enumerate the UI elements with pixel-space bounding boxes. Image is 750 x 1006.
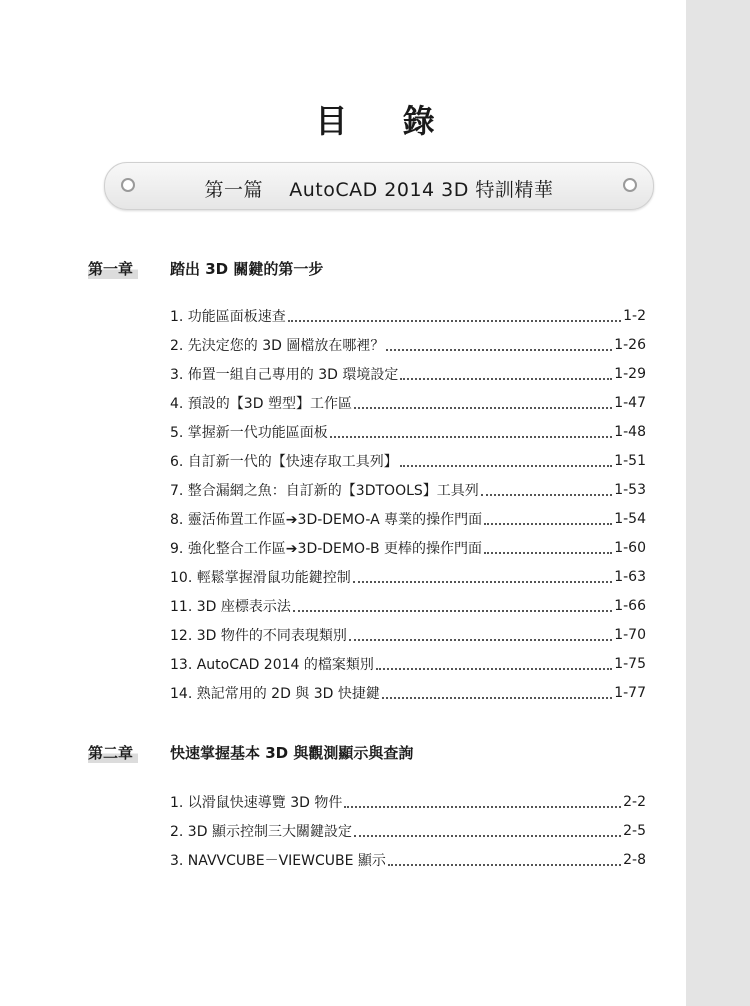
chapter-label: 第一章: [88, 258, 138, 279]
toc-entry-page: 1-54: [614, 510, 646, 527]
toc-entry[interactable]: [170, 446, 646, 475]
toc-entry-title: 2. 3D 顯示控制三大關鍵設定: [170, 823, 352, 840]
toc-entry-title: 1. 以滑鼠快速導覽 3D 物件: [170, 794, 343, 811]
toc-entry-page: 2-8: [623, 851, 646, 868]
toc-entry-page: 1-66: [614, 597, 646, 614]
dot-leader: [349, 639, 612, 641]
toc-entry-page: 1-53: [614, 481, 646, 498]
dot-leader: [354, 407, 612, 409]
toc-entry-title: 9. 強化整合工作區➔3D-DEMO-B 更棒的操作門面: [170, 540, 482, 557]
toc-entry-title: 14. 熟記常用的 2D 與 3D 快捷鍵: [170, 685, 380, 702]
page-margin-strip: [686, 0, 750, 1006]
dot-leader: [382, 697, 612, 699]
dot-leader: [484, 552, 612, 554]
toc-entry[interactable]: [170, 533, 646, 562]
toc-entry-title: 7. 整合漏網之魚：自訂新的【3DTOOLS】工具列: [170, 482, 479, 499]
toc-list: [170, 787, 646, 874]
toc-entry-title: 4. 預設的【3D 塑型】工作區: [170, 395, 352, 412]
dot-leader: [386, 349, 612, 351]
toc-entry[interactable]: [170, 562, 646, 591]
toc-entry[interactable]: [170, 504, 646, 533]
toc-entry[interactable]: [170, 475, 646, 504]
toc-entry-page: 1-48: [614, 423, 646, 440]
toc-entry[interactable]: [170, 359, 646, 388]
toc-entry[interactable]: [170, 301, 646, 330]
toc-entry[interactable]: [170, 388, 646, 417]
dot-leader: [481, 494, 612, 496]
chapter-label: 第二章: [88, 742, 138, 763]
toc-entry-title: 2. 先決定您的 3D 圖檔放在哪裡？: [170, 337, 385, 354]
dot-leader: [293, 610, 612, 612]
toc-entry-title: 10. 輕鬆掌握滑鼠功能鍵控制: [170, 569, 351, 586]
toc-entry-page: 2-2: [623, 793, 646, 810]
part-title: AutoCAD 2014 3D 特訓精華: [289, 179, 554, 201]
circle-icon: [623, 178, 637, 192]
toc-entry-page: 1-63: [614, 568, 646, 585]
toc-entry[interactable]: [170, 591, 646, 620]
toc-entry-page: 1-60: [614, 539, 646, 556]
toc-entry-page: 2-5: [623, 822, 646, 839]
toc-entry-title: 12. 3D 物件的不同表現類別: [170, 627, 347, 644]
toc-entry-title: 13. AutoCAD 2014 的檔案類別: [170, 656, 374, 673]
toc-entry-page: 1-75: [614, 655, 646, 672]
part-banner: [104, 162, 654, 210]
toc-entry[interactable]: [170, 620, 646, 649]
dot-leader: [354, 835, 621, 837]
toc-entry[interactable]: [170, 678, 646, 707]
part-label: 第一篇: [204, 179, 264, 201]
toc-entry-title: 1. 功能區面板速查: [170, 308, 286, 325]
toc-entry-page: 1-47: [614, 394, 646, 411]
toc-list: [170, 301, 646, 707]
chapter-title: 快速掌握基本 3D 與觀測顯示與查詢: [170, 744, 414, 762]
toc-entry-title: 3. 佈置一組自己專用的 3D 環境設定: [170, 366, 399, 383]
toc-entry-title: 5. 掌握新一代功能區面板: [170, 424, 328, 441]
toc-entry-title: 6. 自訂新一代的【快速存取工具列】: [170, 453, 398, 470]
dot-leader: [353, 581, 613, 583]
toc-entry-page: 1-77: [614, 684, 646, 701]
toc-entry[interactable]: [170, 816, 646, 845]
toc-entry[interactable]: [170, 845, 646, 874]
dot-leader: [400, 465, 612, 467]
toc-entry-page: 1-26: [614, 336, 646, 353]
toc-entry[interactable]: [170, 787, 646, 816]
dot-leader: [330, 436, 612, 438]
dot-leader: [376, 668, 612, 670]
toc-entry[interactable]: [170, 649, 646, 678]
dot-leader: [344, 806, 621, 808]
toc-entry-page: 1-2: [623, 307, 646, 324]
part-heading: [105, 175, 653, 202]
toc-entry-title: 3. NAVVCUBE－VIEWCUBE 顯示: [170, 852, 386, 869]
dot-leader: [288, 320, 621, 322]
toc-entry[interactable]: [170, 417, 646, 446]
toc-entry[interactable]: [170, 330, 646, 359]
dot-leader: [484, 523, 612, 525]
toc-entry-page: 1-29: [614, 365, 646, 382]
toc-entry-page: 1-51: [614, 452, 646, 469]
toc-entry-title: 8. 靈活佈置工作區➔3D-DEMO-A 專業的操作門面: [170, 511, 483, 528]
page-title: 目 錄: [315, 102, 457, 140]
toc-entry-page: 1-70: [614, 626, 646, 643]
dot-leader: [388, 864, 621, 866]
chapter-title: 踏出 3D 關鍵的第一步: [170, 260, 324, 278]
toc-entry-title: 11. 3D 座標表示法: [170, 598, 291, 615]
dot-leader: [400, 378, 612, 380]
